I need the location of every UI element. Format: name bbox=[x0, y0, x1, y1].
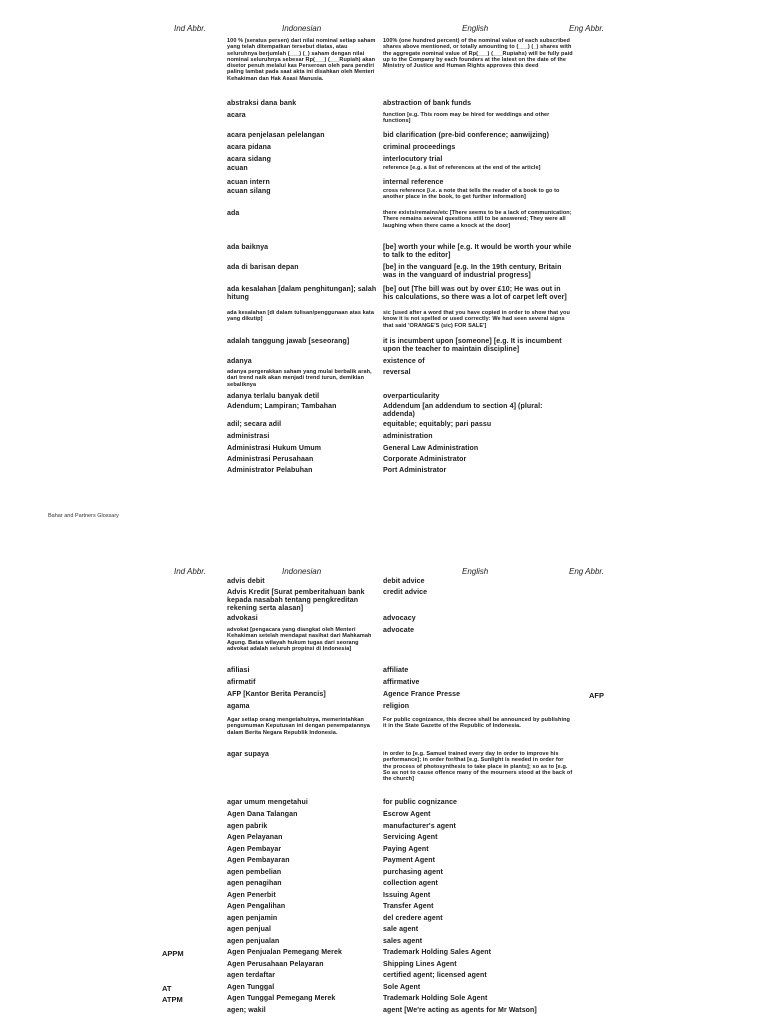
indonesian-term-cell: acuan bbox=[227, 165, 248, 172]
indonesian-term-cell: agen pembelian bbox=[227, 868, 282, 876]
glossary-row bbox=[0, 421, 768, 433]
column-header-page-1 bbox=[0, 24, 768, 38]
indonesian-term-cell: acara sidang bbox=[227, 156, 271, 163]
glossary-row bbox=[0, 393, 768, 403]
glossary-row bbox=[0, 984, 768, 996]
english-term-cell: credit advice bbox=[383, 589, 428, 596]
indonesian-term-cell: agen pabrik bbox=[227, 822, 268, 830]
indonesian-term-cell: Agen Penjualan Pemegang Merek bbox=[227, 949, 342, 956]
english-term-cell: reference [e.g. a list of references at the end of the article] bbox=[383, 165, 541, 171]
indonesian-term-cell: abstraksi dana bank bbox=[227, 100, 297, 107]
glossary-row bbox=[0, 589, 768, 615]
english-term-cell: cross reference [i.e. a note that tells the reader of a book to go to another place in the book, to get further information] bbox=[383, 188, 560, 201]
glossary-row bbox=[0, 834, 768, 846]
english-term-cell: sale agent bbox=[383, 926, 419, 933]
glossary-row bbox=[0, 100, 768, 112]
glossary-row bbox=[0, 38, 768, 100]
english-term-cell: internal reference bbox=[383, 179, 444, 186]
indonesian-term-cell: Agen Pembayaran bbox=[227, 857, 290, 864]
english-term-cell: affiliate bbox=[383, 667, 409, 674]
glossary-row bbox=[0, 210, 768, 244]
header-eng-abbr: Eng Abbr. bbox=[569, 567, 604, 576]
glossary-row bbox=[0, 679, 768, 691]
indonesian-term-cell: acuan silang bbox=[227, 188, 271, 195]
english-term-cell: Servicing Agent bbox=[383, 834, 438, 841]
indonesian-term-cell: Agen Dana Talangan bbox=[227, 811, 298, 818]
indonesian-term-cell: acuan intern bbox=[227, 179, 270, 186]
header-eng-abbr: Eng Abbr. bbox=[569, 24, 604, 33]
indonesian-term-cell: ada baiknya bbox=[227, 244, 269, 251]
english-term-cell: agent [We're acting as agents for Mr Watson] bbox=[383, 1006, 537, 1014]
indonesian-term-cell: agen terdaftar bbox=[227, 972, 276, 979]
english-term-cell: Trademark Holding Sole Agent bbox=[383, 995, 488, 1002]
glossary-row bbox=[0, 310, 768, 338]
english-term-cell: Issuing Agent bbox=[383, 891, 431, 899]
indonesian-term-cell: afiliasi bbox=[227, 667, 250, 674]
indonesian-term-cell: advokasi bbox=[227, 615, 258, 622]
glossary-row bbox=[0, 369, 768, 393]
indonesian-term-cell: Agen Pelayanan bbox=[227, 834, 283, 841]
header-english: English bbox=[462, 24, 489, 33]
indonesian-term-cell: Agen Tunggal Pemegang Merek bbox=[227, 995, 336, 1002]
english-term-cell: [be] worth your while [e.g. It would be worth your while to talk to the editor] bbox=[383, 244, 572, 259]
glossary-row bbox=[0, 857, 768, 869]
indonesian-term-cell: advis debit bbox=[227, 578, 265, 585]
english-term-cell: del credere agent bbox=[383, 914, 443, 922]
ind-abbr-cell: ATPM bbox=[162, 995, 183, 1004]
english-term-cell: function [e.g. This room may be hired for weddings and other functions] bbox=[383, 112, 550, 125]
glossary-table-page-1 bbox=[0, 38, 768, 478]
indonesian-term-cell: AFP [Kantor Berita Perancis] bbox=[227, 691, 326, 698]
indonesian-term-cell: Administrator Pelabuhan bbox=[227, 467, 313, 474]
indonesian-term-cell: ada bbox=[227, 210, 240, 217]
indonesian-term-cell: adanya terlalu banyak detil bbox=[227, 393, 320, 400]
glossary-row bbox=[0, 703, 768, 717]
english-term-cell: purchasing agent bbox=[383, 868, 443, 876]
english-term-cell: Shipping Lines Agent bbox=[383, 960, 457, 968]
indonesian-term-cell: adil; secara adil bbox=[227, 421, 282, 428]
english-term-cell: for public cognizance bbox=[383, 799, 458, 806]
glossary-row bbox=[0, 433, 768, 445]
indonesian-term-cell: Administrasi Hukum Umum bbox=[227, 445, 322, 452]
english-term-cell: criminal proceedings bbox=[383, 144, 456, 151]
header-indonesian: Indonesian bbox=[282, 24, 322, 33]
english-term-cell: in order to [e.g. Samuel trained every day in order to improve his performance]; in order for/that [e.g. Sunlight is needed in order for the process of photosynthesis to take place in plants]; so as to [e.g. So as not to cause offence many of the mourners stood at the back of the church] bbox=[383, 751, 573, 783]
indonesian-term-cell: Adendum; Lampiran; Tambahan bbox=[227, 403, 337, 410]
english-term-cell: affirmative bbox=[383, 679, 420, 686]
english-term-cell: debit advice bbox=[383, 578, 425, 585]
glossary-row bbox=[0, 938, 768, 950]
header-english: English bbox=[462, 567, 489, 576]
glossary-row bbox=[0, 903, 768, 915]
glossary-row bbox=[0, 691, 768, 703]
glossary-row bbox=[0, 880, 768, 892]
glossary-row bbox=[0, 165, 768, 179]
english-term-cell: collection agent bbox=[383, 880, 438, 887]
header-indonesian: Indonesian bbox=[282, 567, 322, 576]
glossary-row bbox=[0, 892, 768, 904]
indonesian-term-cell: Administrasi Perusahaan bbox=[227, 456, 314, 463]
glossary-table-page-2 bbox=[0, 578, 768, 1018]
indonesian-term-cell: Agen Tunggal bbox=[227, 983, 275, 991]
english-term-cell: Paying Agent bbox=[383, 845, 429, 853]
english-term-cell: Escrow Agent bbox=[383, 811, 431, 818]
indonesian-term-cell: adanya pergerakkan saham yang mulai berbalik arah, dari trend naik akan menjadi trend turun, demikian sebaliknya bbox=[227, 369, 372, 388]
glossary-row bbox=[0, 811, 768, 823]
header-ind-abbr: Ind Abbr. bbox=[174, 567, 206, 576]
english-term-cell: administration bbox=[383, 433, 433, 440]
english-term-cell: Corporate Administrator bbox=[383, 456, 467, 463]
english-term-cell: manufacturer's agent bbox=[383, 822, 456, 830]
glossary-row bbox=[0, 112, 768, 132]
english-term-cell: sales agent bbox=[383, 937, 423, 945]
english-term-cell: interlocutory trial bbox=[383, 156, 443, 163]
english-term-cell: 100% (one hundred percent) of the nominal value of each subscribed shares above mentioned, or totally amounting to (___) (_) shares with the aggregate nominal value of Rp(___) (___Rupiahs) will be fully paid up to the Company by each founders at the latest on the date of the Ministry of Justice and Human Rights approves this deed bbox=[383, 38, 573, 70]
english-term-cell: [be] out [The bill was out by over £10; He was out in his calculations, so there was a lot of carpet left over] bbox=[383, 286, 567, 301]
glossary-row bbox=[0, 972, 768, 984]
glossary-row bbox=[0, 179, 768, 188]
glossary-row bbox=[0, 926, 768, 938]
indonesian-term-cell: Advis Kredit [Surat pemberitahuan bank kepada nasabah tentang pengkreditan rekening serta alasan] bbox=[227, 589, 365, 612]
glossary-row bbox=[0, 667, 768, 679]
eng-abbr-cell: AFP bbox=[589, 691, 604, 700]
english-term-cell: Sole Agent bbox=[383, 983, 421, 991]
indonesian-term-cell: acara penjelasan pelelangan bbox=[227, 132, 325, 139]
indonesian-term-cell: advokat [pengacara yang diangkat oleh Menteri Kehakiman setelah mendapat nasihat dari Mahkamah Agung. Batas wilayah hukum tugas dari seorang advokat adalah seluruh propinsi di Indonesia] bbox=[227, 627, 372, 652]
indonesian-term-cell: Agar setiap orang mengetahuinya, memerintahkan pengumuman Keputusan ini dengan penempatannya dalam Berita Negara Republik Indonesia. bbox=[227, 717, 370, 736]
glossary-row bbox=[0, 144, 768, 156]
english-term-cell: Payment Agent bbox=[383, 857, 435, 864]
indonesian-term-cell: agen; wakil bbox=[227, 1006, 266, 1014]
glossary-row bbox=[0, 823, 768, 835]
indonesian-term-cell: Agen Perusahaan Pelayaran bbox=[227, 960, 324, 968]
english-term-cell: Addendum [an addendum to section 4] (plural: addenda) bbox=[383, 403, 543, 418]
glossary-row bbox=[0, 467, 768, 478]
ind-abbr-cell: APPM bbox=[162, 949, 184, 958]
glossary-row bbox=[0, 846, 768, 858]
english-term-cell: certified agent; licensed agent bbox=[383, 972, 487, 979]
indonesian-term-cell: agama bbox=[227, 703, 250, 710]
indonesian-term-cell: acara bbox=[227, 112, 246, 119]
glossary-row bbox=[0, 338, 768, 358]
english-term-cell: advocate bbox=[383, 627, 415, 634]
glossary-row bbox=[0, 869, 768, 881]
glossary-row bbox=[0, 156, 768, 165]
glossary-row bbox=[0, 188, 768, 210]
english-term-cell: Trademark Holding Sales Agent bbox=[383, 949, 492, 956]
glossary-row bbox=[0, 799, 768, 811]
glossary-row bbox=[0, 264, 768, 286]
english-term-cell: overparticularity bbox=[383, 393, 440, 400]
indonesian-term-cell: agen penagihan bbox=[227, 880, 282, 887]
english-term-cell: [be] in the vanguard [e.g. In the 19th century, Britain was in the vanguard of industrial progress] bbox=[383, 264, 562, 279]
english-term-cell: Transfer Agent bbox=[383, 903, 434, 910]
english-term-cell: religion bbox=[383, 703, 410, 710]
indonesian-term-cell: ada kesalahan [dalam penghitungan]; salah hitung bbox=[227, 286, 377, 301]
indonesian-term-cell: administrasi bbox=[227, 433, 270, 440]
glossary-row bbox=[0, 1007, 768, 1019]
english-term-cell: advocacy bbox=[383, 615, 416, 622]
ind-abbr-cell: AT bbox=[162, 983, 172, 993]
english-term-cell: reversal bbox=[383, 369, 411, 376]
english-term-cell: bid clarification (pre-bid conference; aanwijzing) bbox=[383, 132, 550, 139]
indonesian-term-cell: agen penjual bbox=[227, 926, 271, 933]
glossary-row bbox=[0, 578, 768, 589]
indonesian-term-cell: acara pidana bbox=[227, 144, 271, 151]
glossary-row bbox=[0, 751, 768, 799]
indonesian-term-cell: afirmatif bbox=[227, 679, 256, 686]
english-term-cell: Port Administrator bbox=[383, 467, 447, 474]
glossary-row bbox=[0, 403, 768, 421]
glossary-row bbox=[0, 995, 768, 1007]
english-term-cell: abstraction of bank funds bbox=[383, 100, 472, 107]
glossary-row bbox=[0, 286, 768, 310]
glossary-row bbox=[0, 949, 768, 961]
indonesian-term-cell: agen penjualan bbox=[227, 937, 280, 945]
english-term-cell: Agence France Presse bbox=[383, 691, 461, 698]
glossary-row bbox=[0, 615, 768, 627]
glossary-row bbox=[0, 358, 768, 369]
english-term-cell: sic [used after a word that you have copied in order to show that you know it is not spelled or used correctly: We had seen several signs that said 'ORANGE'S (sic) FOR SALE'] bbox=[383, 310, 570, 329]
english-term-cell: there exists/remains/etc [There seems to be a lack of communication; There remains several questions still to be answered; They were all laughing when there came a knock at the door] bbox=[383, 210, 572, 229]
english-term-cell: equitable; equitably; pari passu bbox=[383, 421, 492, 428]
glossary-row bbox=[0, 244, 768, 264]
glossary-row bbox=[0, 717, 768, 751]
glossary-row bbox=[0, 961, 768, 973]
indonesian-term-cell: adanya bbox=[227, 358, 252, 365]
glossary-row bbox=[0, 132, 768, 144]
glossary-row bbox=[0, 915, 768, 927]
indonesian-term-cell: agen penjamin bbox=[227, 914, 278, 922]
indonesian-term-cell: Agen Pengalihan bbox=[227, 903, 286, 910]
footer-text: Bahar and Partners Glossary bbox=[48, 513, 119, 519]
indonesian-term-cell: agar supaya bbox=[227, 751, 269, 758]
glossary-row bbox=[0, 456, 768, 467]
indonesian-term-cell: ada kesalahan [di dalam tulisan/penggunaan atas kata yang dikutip] bbox=[227, 310, 375, 323]
indonesian-term-cell: Agen Penerbit bbox=[227, 891, 276, 899]
indonesian-term-cell: ada di barisan depan bbox=[227, 264, 299, 271]
glossary-row bbox=[0, 445, 768, 456]
indonesian-term-cell: adalah tanggung jawab [seseorang] bbox=[227, 338, 350, 345]
indonesian-term-cell: 100 % (seratus persen) dari nilai nominal setiap saham yang telah ditempatkan tersebut diatas, atau seluruhnya berjumlah (___) (_) saham dengan nilai nominal seluruhnya sebesar Rp(___) (___Rupiah) akan disetor penuh melalui kas Perseroan oleh para pendiri paling lambat pada saat akta ini disahkan oleh Menteri Kehakiman dan Hak Asasi Manusia. bbox=[227, 38, 376, 82]
indonesian-term-cell: agar umum mengetahui bbox=[227, 799, 308, 806]
indonesian-term-cell: Agen Pembayar bbox=[227, 845, 282, 853]
english-term-cell: General Law Administration bbox=[383, 445, 479, 452]
english-term-cell: it is incumbent upon [someone] [e.g. It is incumbent upon the teacher to maintain discipline] bbox=[383, 338, 562, 353]
header-ind-abbr: Ind Abbr. bbox=[174, 24, 206, 33]
english-term-cell: existence of bbox=[383, 358, 425, 365]
english-term-cell: For public cognizance, this decree shall be announced by publishing it in the State Gazette of the Republic of Indonesia. bbox=[383, 717, 571, 730]
glossary-row bbox=[0, 627, 768, 667]
